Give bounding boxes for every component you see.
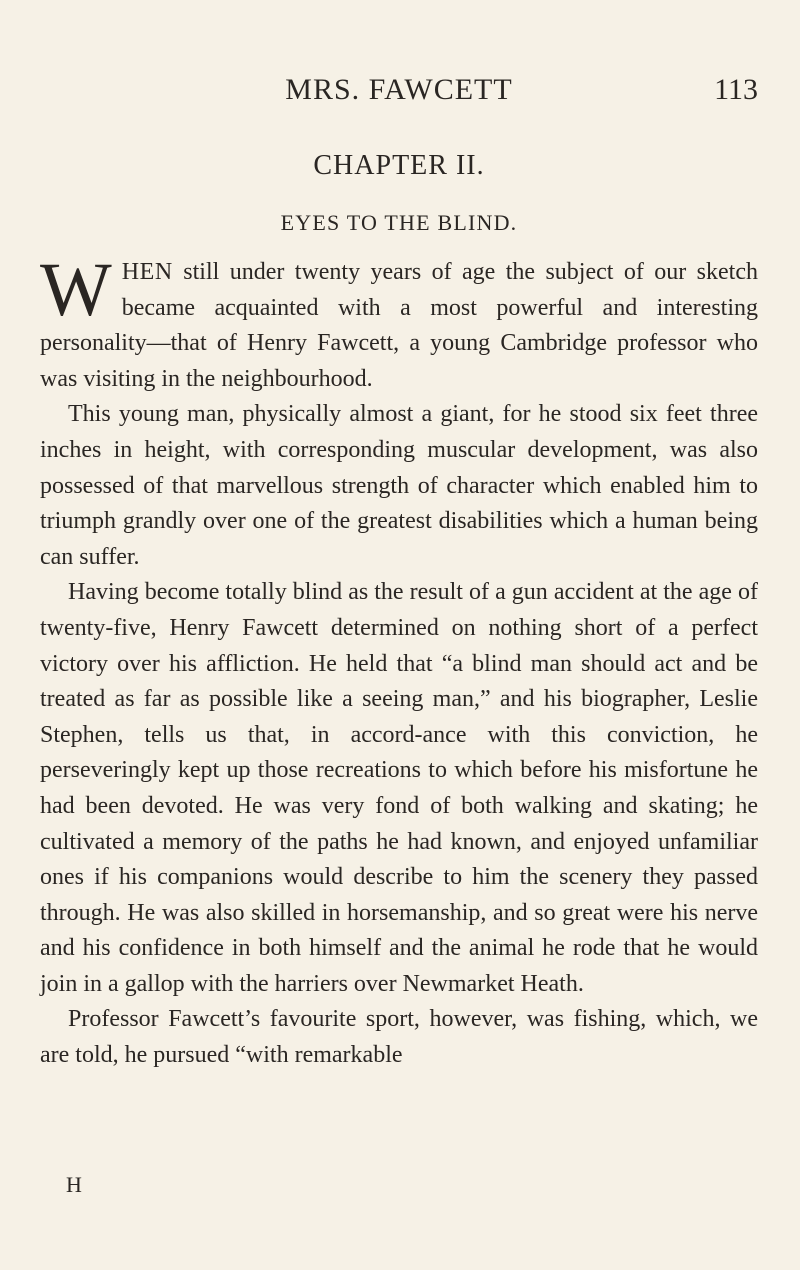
running-head [40,70,758,110]
body-text [40,248,758,1074]
paragraph-2: This young man, physically almost a giant, for he stood six feet three inches in height, with corresponding muscular development, was also possessed of that marvellous strength of character which enabled him to triumph grandly over one of the greatest disabilities which a human being can suffer. [40,401,758,570]
book-page [40,0,758,1270]
paragraph-4: Professor Fawcett’s favourite sport, however, was fishing, which, we are told, he pursued “with remarkable [40,1006,758,1069]
page-number: 113 [714,73,758,106]
chapter-heading: CHAPTER II. [313,150,485,181]
paragraph-1-text: still under twenty years of age the subject of our sketch became acquainted with a most powerful and interesting personality—that of Henry Fawcett, a young Cambridge professor who was visiting in the neighbourhood. [40,259,758,392]
chapter-subtitle: EYES TO THE BLIND. [280,210,518,235]
paragraph-1 [40,248,758,397]
paragraph-3: Having become totally blind as the result of a gun accident at the age of twenty-five, Henry Fawcett determined on nothing short of a perfect victory over his affliction. He held that “a blind man should act and be treated as far as possible like a seeing man,” and his biographer, Leslie Stephen, tells us that, in accord-ance with this conviction, he perseveringly kept up those recreations to which before his misfortune he had been devoted. He was very fond of both walking and skating; he cultivated a memory of the paths he had known, and enjoyed unfamiliar ones if his companions would describe to him the scenery they passed through. He was also skilled in horsemanship, and so great were his nerve and his confidence in both himself and the animal he rode that he would join in a gallop with the harriers over Newmarket Heath. [40,579,758,997]
running-title: MRS. FAWCETT [285,73,513,106]
signature-mark: H [66,1172,82,1197]
drop-cap: W [40,248,112,332]
opening-words: HEN [121,259,173,285]
